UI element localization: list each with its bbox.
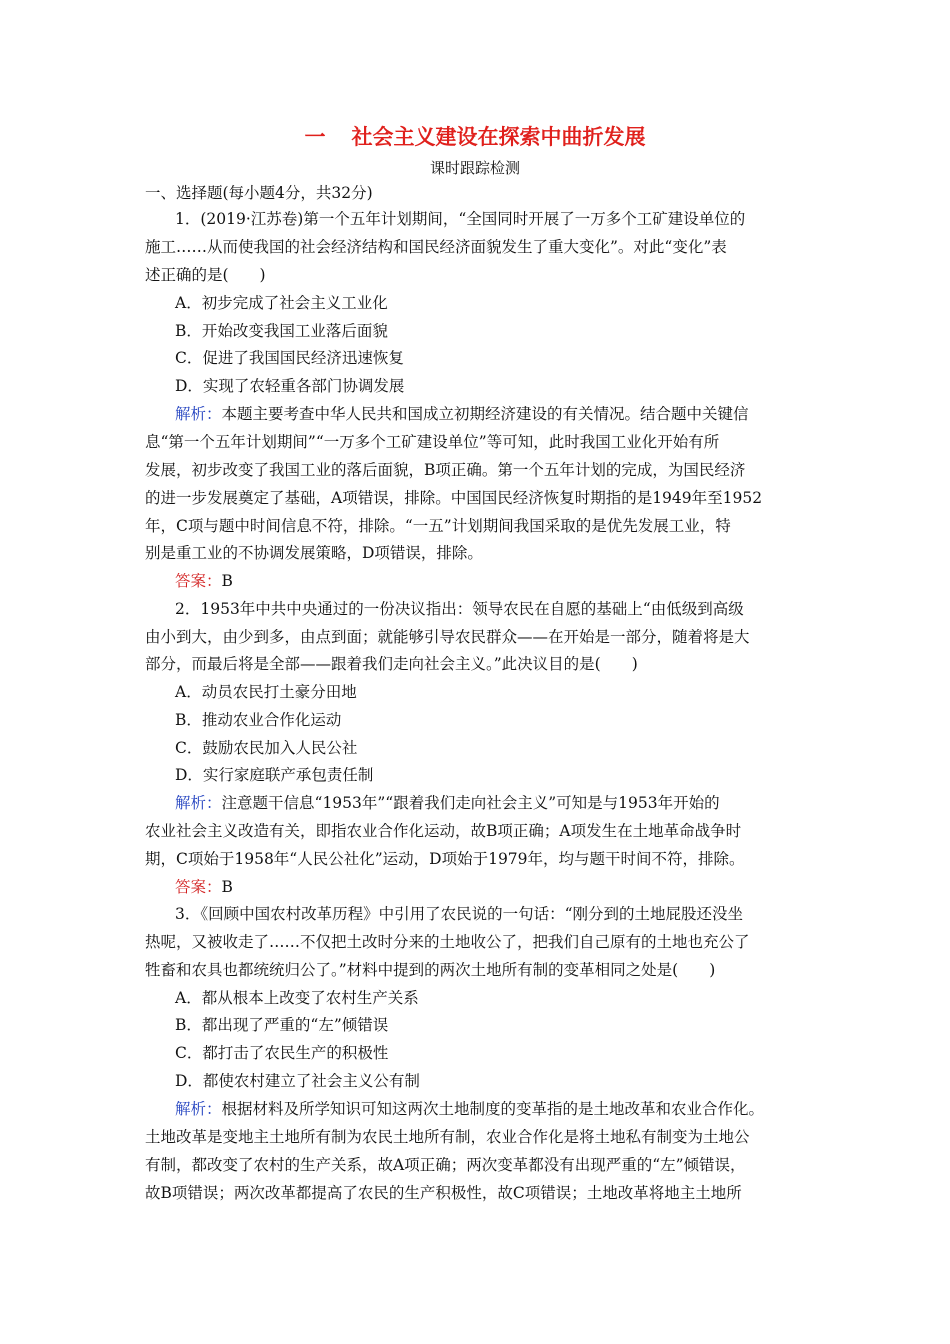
answer-value: B (221, 878, 233, 896)
q1-option-d: D．实现了农轻重各部门协调发展 (175, 377, 405, 395)
q1-analysis-line: 的进一步发展奠定了基础，A项错误，排除。中国国民经济恢复时期指的是1949年至1952 (145, 489, 763, 507)
q2-answer (175, 877, 233, 897)
q1-stem-line: 施工……从而使我国的社会经济结构和国民经济面貌发生了重大变化”。对此“变化”表 (145, 238, 727, 256)
q3-stem-line: 牲畜和农具也都统统归公了。”材料中提到的两次土地所有制的变革相同之处是( ) (145, 961, 716, 979)
q1-answer (175, 571, 233, 591)
q3-stem-line: 3．《回顾中国农村改革历程》中引用了农民说的一句话：“刚分到的土地屁股还没坐 (175, 905, 744, 923)
title-text: 社会主义建设在探索中曲折发展 (351, 124, 646, 149)
q1-analysis-line: 别是重工业的不协调发展策略，D项错误，排除。 (145, 544, 483, 562)
answer-label: 答案： (175, 878, 222, 896)
q1-analysis-line: 年，C项与题中时间信息不符，排除。“一五”计划期间我国采取的是优先发展工业，特 (145, 517, 731, 535)
analysis-text: 本题主要考查中华人民共和国成立初期经济建设的有关情况。结合题中关键信 (221, 405, 749, 423)
page-subtitle: 课时跟踪检测 (429, 159, 520, 177)
q2-analysis-line: 期，C项始于1958年“人民公社化”运动，D项始于1979年，均与题干时间不符，排除。 (145, 850, 745, 868)
analysis-text: 根据材料及所学知识可知这两次土地制度的变革指的是土地改革和农业合作化。 (221, 1100, 765, 1118)
q1-option-b: B．开始改变我国工业落后面貌 (175, 322, 388, 340)
analysis-text: 注意题干信息“1953年”“跟着我们走向社会主义”可知是与1953年开始的 (221, 794, 720, 812)
q2-option-b: B．推动农业合作化运动 (175, 711, 342, 729)
q3-analysis-line: 土地改革是变地主土地所有制为农民土地所有制，农业合作化是将土地私有制变为土地公 (145, 1128, 750, 1146)
q3-analysis-line: 故B项错误；两次改革都提高了农民的生产积极性，故C项错误；土地改革将地主土地所 (145, 1184, 742, 1202)
q2-analysis-line: 农业社会主义改造有关，即指农业合作化运动，故B项正确；A项发生在土地革命战争时 (145, 822, 742, 840)
q1-analysis-line: 发展，初步改变了我国工业的落后面貌，B项正确。第一个五年计划的完成，为国民经济 (145, 461, 746, 479)
q2-stem-line: 由小到大，由少到多，由点到面；就能够引导农民群众——在开始是一部分，随着将是大 (145, 628, 750, 646)
answer-value: B (221, 572, 233, 590)
q2-stem-line: 部分，而最后将是全部——跟着我们走向社会主义。”此决议目的是( ) (145, 655, 638, 673)
q2-analysis-line (175, 793, 720, 813)
q2-stem-line: 2．1953年中共中央通过的一份决议指出：领导农民在自愿的基础上“由低级到高级 (175, 600, 744, 618)
q2-option-a: A．动员农民打土豪分田地 (175, 683, 357, 701)
title-number: 一 (304, 124, 326, 149)
q3-option-d: D．都使农村建立了社会主义公有制 (175, 1072, 420, 1090)
q3-analysis-line (175, 1099, 764, 1119)
section-heading: 一、选择题(每小题4分，共32分) (145, 184, 373, 202)
q1-option-c: C．促进了我国国民经济迅速恢复 (175, 349, 404, 367)
q3-option-a: A．都从根本上改变了农村生产关系 (175, 989, 419, 1007)
analysis-label: 解析： (175, 405, 222, 423)
q3-option-b: B．都出现了严重的“左”倾错误 (175, 1016, 389, 1034)
analysis-label: 解析： (175, 794, 222, 812)
answer-label: 答案： (175, 572, 222, 590)
q1-analysis-line: 息“第一个五年计划期间”“一万多个工矿建设单位”等可知，此时我国工业化开始有所 (145, 433, 720, 451)
q3-stem-line: 热呢，又被收走了……不仅把土改时分来的土地收公了，把我们自己原有的土地也充公了 (145, 933, 750, 951)
page-title (0, 121, 950, 151)
q2-option-c: C．鼓励农民加入人民公社 (175, 739, 358, 757)
q1-option-a: A．初步完成了社会主义工业化 (175, 294, 388, 312)
q2-option-d: D．实行家庭联产承包责任制 (175, 766, 374, 784)
q3-analysis-line: 有制，都改变了农村的生产关系，故A项正确；两次变革都没有出现严重的“左”倾错误， (145, 1156, 746, 1174)
q1-stem-line: 述正确的是( ) (145, 266, 266, 284)
q3-option-c: C．都打击了农民生产的积极性 (175, 1044, 389, 1062)
analysis-label: 解析： (175, 1100, 222, 1118)
q1-stem-line: 1．(2019·江苏卷)第一个五年计划期间，“全国同时开展了一万多个工矿建设单位的 (175, 210, 746, 228)
q1-analysis-line (175, 404, 749, 424)
